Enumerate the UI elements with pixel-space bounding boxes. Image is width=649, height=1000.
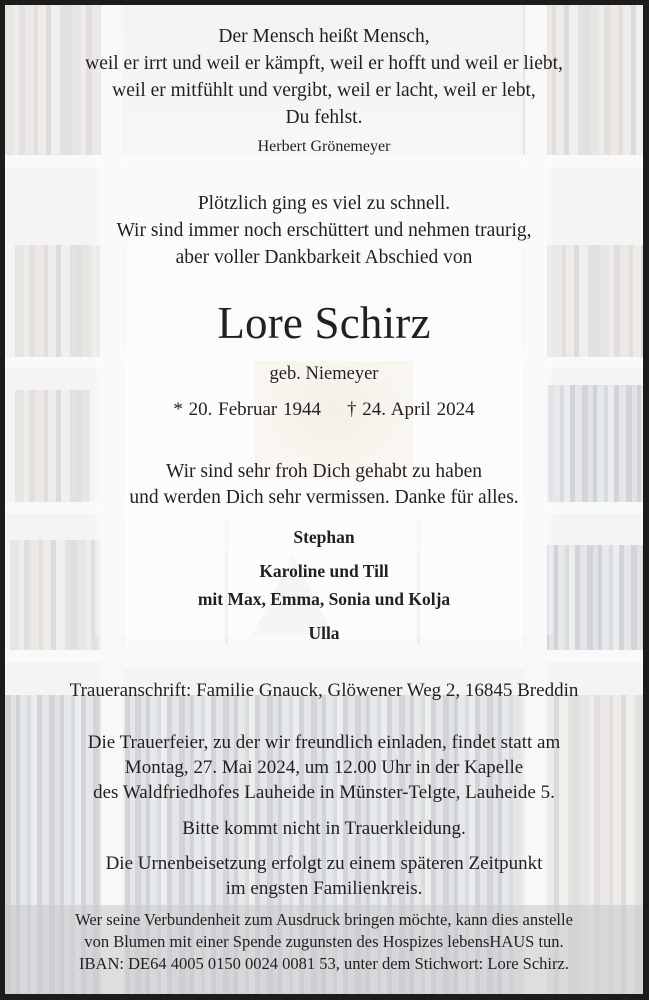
- donation-line: Wer seine Verbundenheit zum Ausdruck bringen möchte, kann dies anstelle: [75, 910, 573, 929]
- donation-line: von Blumen mit einer Spende zugunsten des Hospizes lebensHAUS tun.: [84, 932, 564, 951]
- intro-line: Plötzlich ging es viel zu schnell.: [197, 193, 451, 214]
- dress-note: Bitte kommt nicht in Trauerkleidung.: [182, 818, 466, 839]
- family-member: Ulla: [308, 623, 340, 643]
- intro-line: aber voller Dankbarkeit Abschied von: [175, 247, 473, 268]
- family-member: Stephan: [293, 527, 355, 547]
- quote-line: weil er irrt und weil er kämpft, weil er hofft und weil er liebt,: [85, 53, 563, 74]
- death-date: † 24. April 2024: [347, 399, 475, 420]
- quote-author: Herbert Grönemeyer: [257, 138, 391, 155]
- ceremony-line: des Waldfriedhofes Lauheide in Münster-Telgte, Lauheide 5.: [93, 782, 555, 803]
- donation-iban: IBAN: DE64 4005 0150 0024 0081 53, unter dem Stichwort: Lore Schirz.: [79, 954, 569, 973]
- intro-line: Wir sind immer noch erschüttert und nehmen traurig,: [116, 220, 532, 241]
- quote-line: weil er mitfühlt und vergibt, weil er lacht, weil er lebt,: [112, 80, 536, 101]
- thanks-line: und werden Dich sehr vermissen. Danke für alles.: [129, 487, 519, 508]
- quote-line: Der Mensch heißt Mensch,: [218, 26, 430, 47]
- family-member: Karoline und Till: [259, 561, 389, 581]
- obituary-text: [5, 5, 643, 994]
- family-member: mit Max, Emma, Sonia und Kolja: [197, 589, 451, 609]
- obituary-notice: [5, 5, 643, 994]
- mourning-address: Traueranschrift: Familie Gnauck, Glöwener Weg 2, 16845 Breddin: [69, 680, 579, 701]
- birth-date: * 20. Februar 1944: [173, 399, 322, 420]
- ceremony-line: Die Trauerfeier, zu der wir freundlich einladen, findet statt am: [87, 732, 561, 753]
- burial-line: Die Urnenbeisetzung erfolgt zu einem späteren Zeitpunkt: [105, 853, 543, 874]
- quote-line: Du fehlst.: [285, 107, 363, 128]
- life-dates: [5, 399, 643, 421]
- burial-line: im engsten Familienkreis.: [225, 878, 423, 899]
- ceremony-line: Montag, 27. Mai 2024, um 12.00 Uhr in der Kapelle: [124, 757, 524, 778]
- deceased-name: Lore Schirz: [217, 298, 431, 348]
- thanks-line: Wir sind sehr froh Dich gehabt zu haben: [166, 461, 482, 482]
- maiden-name: geb. Niemeyer: [269, 364, 379, 384]
